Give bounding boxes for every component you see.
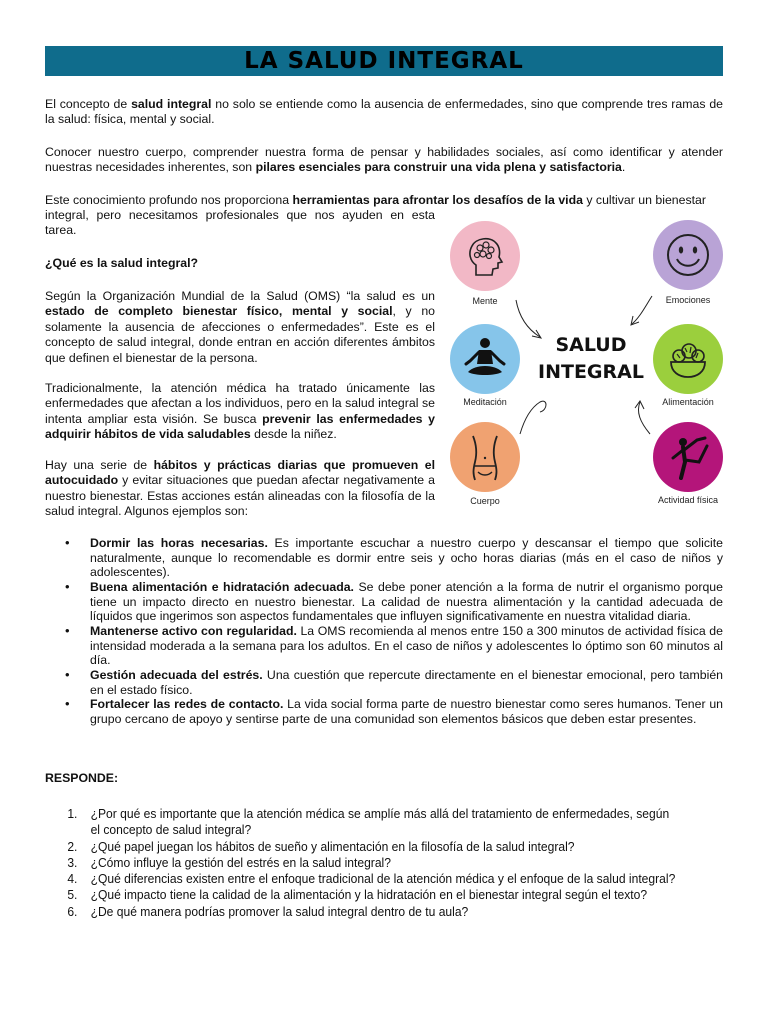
- bold-text: estado de completo bienestar físico, mental y social: [45, 304, 393, 319]
- text: y evitar situaciones que puedan afectar negativamente a nuestro bienestar. Estas acciones están alineadas con la filosofía de la salud integral. Algunos ejemplos son:: [45, 473, 435, 519]
- circle-emociones: [653, 220, 723, 290]
- circle-cuerpo: [450, 422, 520, 492]
- label-emociones: Emociones: [665, 295, 711, 305]
- question-item: [45, 855, 676, 871]
- text: , y no solamente la ausencia de afecciones o enfermedades”. Este es el concepto de salud integral, donde entran en acción diferentes ámbitos que definen el bienestar de la persona.: [45, 304, 435, 365]
- question-text: ¿Qué diferencias existen entre el enfoque tradicional de la atención médica y el enfoque de la salud integral?: [90, 871, 676, 887]
- bold-text: herramientas para afrontar los desafíos de la vida: [292, 193, 583, 207]
- circle-alimentacion: [653, 324, 723, 394]
- label-actividad-fisica: Actividad física: [657, 495, 719, 505]
- intro-paragraph-3-continued: integral, pero necesitamos profesionales que nos ayuden en esta tarea.: [45, 208, 435, 238]
- bold-text: pilares esenciales para construir una vida plena y satisfactoria: [255, 160, 622, 175]
- circle-meditacion: [450, 324, 520, 394]
- question-number: 4.: [67, 871, 78, 887]
- title-banner: [45, 46, 723, 76]
- bullet-text: La OMS recomienda al menos entre 150 a 300 minutos de actividad física de intensidad moderada a la semana para los adultos. En el caso de niños y adolescentes lo óptimo son 60 minutos al día.: [90, 623, 723, 668]
- question-item: [45, 887, 676, 903]
- label-alimentacion: Alimentación: [662, 397, 714, 407]
- bullet-title: Dormir las horas necesarias.: [90, 536, 268, 550]
- center-line-2: INTEGRAL: [538, 361, 644, 383]
- bullet-text: Una cuestión que repercute directamente en el bienestar emocional, pero también en el estado físico.: [90, 667, 724, 697]
- smiley-icon: [664, 231, 712, 279]
- question-number: 6.: [67, 903, 78, 919]
- torso-icon: [463, 432, 507, 482]
- text: Tradicionalmente, la atención médica ha tratado únicamente las enfermedades que afectan a los individuos, pero en la salud integral se intenta ampliar esta visión. Se busca: [45, 381, 435, 426]
- text: Conocer nuestro cuerpo, comprender nuestra forma de pensar y habilidades sociales, así como identificar y atender nuestras necesidades inherentes, son: [45, 145, 723, 175]
- question-number: 2.: [67, 838, 78, 854]
- bullet-text: Se debe poner atención a la forma de nutrir el organismo porque tiene un impacto directo en nuestro bienestar. La calidad de nuestra alimentación y la cantidad adecuada de líquidos que ingerimos son aspectos fundamentales que influyen significativamente en nuestra vitalidad diaria.: [90, 579, 723, 624]
- question-text: ¿Por qué es importante que la atención médica se amplíe más allá del tratamiento de enfermedades, según el concepto de salud integral?: [90, 806, 670, 838]
- question-item: [45, 904, 676, 920]
- label-cuerpo: Cuerpo: [470, 496, 500, 506]
- list-item: [45, 536, 723, 580]
- habits-paragraph: [45, 458, 435, 520]
- bold-text: prevenir las enfermedades y adquirir hábitos de vida saludables: [45, 411, 435, 442]
- vegetables-icon: [663, 334, 713, 384]
- salud-integral-diagram: [440, 212, 730, 512]
- intro-paragraph-1: [45, 97, 723, 128]
- text: desde la niñez.: [250, 427, 337, 442]
- text: El concepto de: [45, 97, 132, 111]
- intro-paragraph-2: [45, 145, 723, 176]
- question-item: [45, 806, 676, 839]
- text: no solo se entiende como la ausencia de enfermedades, sino que comprende tres ramas de la salud: física, mental y social.: [45, 97, 723, 127]
- bullet-title: Gestión adecuada del estrés.: [90, 667, 263, 682]
- bullet-text: La vida social forma parte de nuestro bienestar como seres humanos. Tener un grupo cercano de apoyo y sentirse parte de una comunidad son elementos básicos que deben estar presentes.: [90, 697, 723, 726]
- question-text: ¿Qué impacto tiene la calidad de la alimentación y la hidratación en el bienestar integral según el texto?: [90, 887, 648, 903]
- bullet-title: Buena alimentación e hidratación adecuada.: [90, 579, 354, 594]
- circle-mente: [450, 221, 520, 291]
- text: y cultivar un bienestar: [582, 193, 706, 207]
- traditional-paragraph: [45, 381, 435, 443]
- question-item: [45, 871, 676, 887]
- bullet-text: Es importante escuchar a nuestro cuerpo y descansar el tiempo que solicite naturalmente, aunque lo recomendable es dormir entre seis y ocho horas diarias (más en el caso de niños y adolescentes).: [90, 536, 724, 580]
- bullet-title: Fortalecer las redes de contacto.: [90, 697, 284, 712]
- intro-paragraph-3: [45, 193, 723, 208]
- brain-head-icon: [462, 233, 508, 279]
- heading-text: ¿Qué es la salud integral?: [45, 256, 199, 270]
- questions-list: [45, 806, 676, 920]
- page-title: LA SALUD INTEGRAL: [244, 48, 524, 74]
- text: Este conocimiento profundo nos proporciona: [45, 193, 293, 207]
- text: .: [621, 160, 626, 175]
- center-line-1: SALUD: [555, 334, 627, 356]
- section-heading: [45, 256, 435, 271]
- yoga-pose-icon: [663, 432, 713, 482]
- list-item: [45, 624, 723, 668]
- oms-paragraph: [45, 289, 435, 366]
- habits-list: [45, 536, 723, 727]
- text: Hay una serie de: [45, 458, 154, 472]
- responde-heading: RESPONDE:: [45, 771, 119, 785]
- question-text: ¿Qué papel juegan los hábitos de sueño y alimentación en la filosofía de la salud integral?: [90, 838, 575, 854]
- diagram-center-title: [526, 332, 656, 386]
- list-item: [45, 580, 723, 624]
- label-mente: Mente: [472, 296, 498, 306]
- question-text: ¿De qué manera podrías promover la salud integral dentro de tu aula?: [90, 903, 469, 919]
- list-item: [45, 697, 723, 726]
- list-item: [45, 668, 723, 697]
- question-number: 3.: [67, 854, 78, 870]
- bullet-title: Mantenerse activo con regularidad.: [90, 623, 297, 638]
- label-meditacion: Meditación: [463, 397, 507, 407]
- bold-text: hábitos y prácticas diarias que promueven el autocuidado: [45, 458, 435, 488]
- circle-actividad-fisica: [653, 422, 723, 492]
- text: Según la Organización Mundial de la Salud (OMS) “la salud es un: [45, 289, 435, 303]
- bold-text: salud integral: [131, 97, 212, 111]
- meditation-icon: [460, 334, 510, 384]
- question-number: 5.: [67, 887, 78, 903]
- question-text: ¿Cómo influye la gestión del estrés en la salud integral?: [90, 854, 391, 870]
- question-item: [45, 839, 676, 855]
- question-number: 1.: [67, 806, 78, 821]
